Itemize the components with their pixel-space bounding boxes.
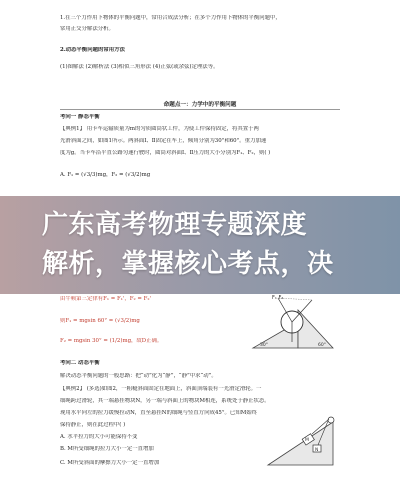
example1-line-1: 【典例1】 用卡车运输质量为m的匀质圆筒状工件，为使工件保持固定，将其置于两: [60, 126, 259, 132]
subsection-dynamic: 考向二 动态平衡: [60, 360, 100, 366]
example2-line-4: 保持静止，则在此过程中( ): [60, 422, 126, 428]
example1-option-a: A. F₁ = (√3/3)mg，F₂ = (√3/2)mg: [60, 172, 151, 178]
subsection-static: 考向一 静态平衡: [60, 114, 100, 120]
example2-option-b: B. M所受细绳的拉力大小一定一直增加: [60, 446, 154, 452]
intro-line-4: (1)图解法 (2)解析法 (3)相似三角形法 (4)正弦(或余弦)定理法等。: [60, 64, 219, 70]
intro-line-1: 1.在三个力作用下物体的平衡问题中，常用合成法分析；在多个力作用下物体的平衡问题中，: [60, 15, 281, 21]
example1-line-3: 度为g。当卡车沿平直公路匀速行驶时，圆筒对斜面Ⅰ、Ⅱ压力的大小分别为F₁、F₂，则( ): [60, 150, 271, 156]
example2-option-c: C. M所受斜面的摩擦力大小一定一直增加: [60, 460, 160, 466]
example2-option-a: A. 水平拉力的大小可能保持不变: [60, 434, 138, 440]
solution-line-1: 由牛顿第三定律有F₁ = F₁'，F₂ = F₂': [60, 296, 151, 302]
intro-line-2: 常用正交分解法分析。: [60, 26, 114, 32]
section-divider: [60, 109, 340, 110]
dynamic-intro: 解决动态平衡问题的一般思路：把“动”化为“静”，“静”中求“动”。: [60, 373, 217, 379]
banner-title-line-2: 解析，掌握核心考点，决: [42, 249, 334, 279]
pulley-figure: [258, 410, 338, 470]
figure2-label-n: N: [315, 448, 319, 453]
figure2-label-m: M: [305, 438, 309, 443]
banner-title-line-1: 广东高考物理专题深度: [42, 210, 308, 240]
figure1-angle-30: 30°: [260, 343, 268, 348]
figure1-angle-60: 60°: [318, 343, 326, 348]
title-banner: [0, 196, 400, 294]
solution-line-3: F₂ = mgsin 30° = (1/2)mg，故D正确。: [60, 338, 163, 344]
example2-line-1: 【典例2】 (多选)如图2，一粗糙斜面固定在地面上，斜面顶端装有一光滑定滑轮。一: [60, 386, 262, 392]
section-title: 命题点一：力学中的平衡问题: [163, 102, 237, 108]
example2-line-3: 现用水平向左的拉力缓慢拉动N，直至悬挂N的细绳与竖直方向成45°。已知M始终: [60, 410, 258, 416]
intro-line-3: 2.动态平衡问题的常用方法: [60, 47, 125, 53]
example1-line-2: 光滑斜面之间，如图1所示。两斜面Ⅰ、Ⅱ固定在车上，倾角分别为30°和60°。重力加速: [60, 138, 267, 144]
inclined-planes-figure: [248, 290, 338, 352]
example2-line-2: 细绳跨过滑轮，其一端悬挂物块N，另一端与斜面上的物块M相连，系统处于静止状态。: [60, 398, 270, 404]
solution-line-2: 则F₁ = mgsin 60° = (√3/2)mg: [60, 318, 140, 324]
figure1-force-labels: F₁ F₂: [272, 295, 284, 301]
